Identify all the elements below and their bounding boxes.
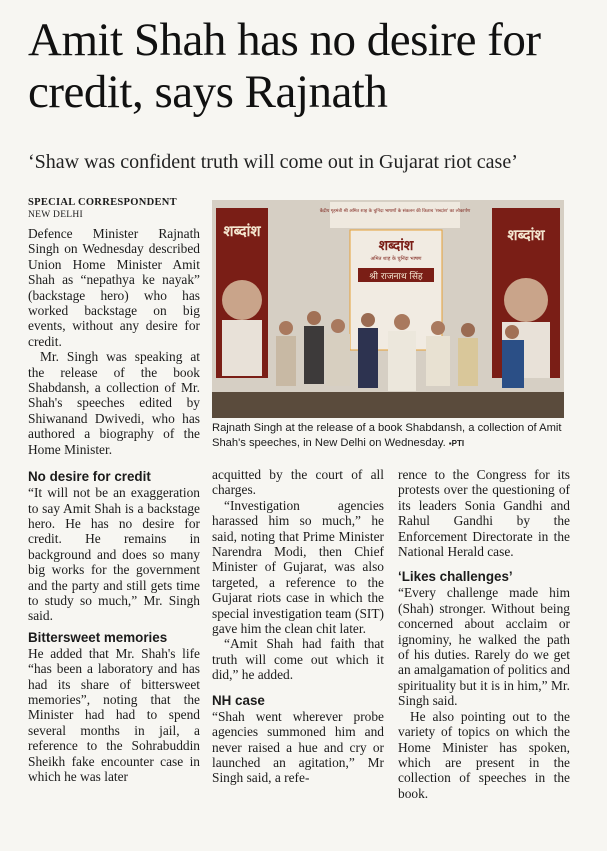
col3-paragraph-1: rence to the Congress for its protests over the questioning of its leaders Sonia Gandhi and Rahul Gandhi by the Enforcement Directorate in the National Herald case. <box>398 467 570 560</box>
centre-book-title: शब्दांश <box>378 238 414 254</box>
col2-paragraph-4: “Shah went wherever probe agencies summoned him and never raised a hue and cry or launched an agitation,” Mr Singh said, a refe- <box>212 708 384 786</box>
news-photo <box>212 200 564 418</box>
left-book-title: शब्दांश <box>223 222 261 240</box>
col3-paragraph-3: He also pointing out to the variety of topics on which the Home Minister has spoken, which are present in the collection of speeches in the book. <box>398 708 570 801</box>
deck-subheadline: ‘Shaw was confident truth will come out in Gujarat riot case’ <box>28 151 518 173</box>
photo-illustration <box>212 200 564 418</box>
subhead-nh-case: NH case <box>212 692 265 708</box>
byline: SPECIAL CORRESPONDENT <box>28 197 177 208</box>
col2-paragraph-3: “Amit Shah had faith that truth will come out which it did,” he added. <box>212 636 384 683</box>
subhead-no-desire-for-credit: No desire for credit <box>28 469 151 485</box>
col2-paragraph-1: acquitted by the court of all charges. <box>212 467 384 498</box>
column-1 <box>28 226 200 784</box>
chief-guest-text: श्री राजनाथ सिंह <box>369 272 423 282</box>
headline: Amit Shah has no desire for credit, says Rajnath <box>28 14 541 118</box>
caption-text: Rajnath Singh at the release of a book Shabdansh, a collection of Amit Shah's speeches, in New Delhi on Wednesday. <box>212 422 562 449</box>
subhead-bittersweet-memories: Bittersweet memories <box>28 629 168 645</box>
column-2 <box>212 467 384 786</box>
photo-caption <box>212 421 572 451</box>
col1-paragraph-4: He added that Mr. Shah's life “has been a laboratory and has had its share of bittersweet memories”, noting that the Minister had had to spend several months in jail, a reference to the Sohrabuddin Sheikh fake encounter case in which he was later <box>28 645 200 784</box>
col3-paragraph-2: “Every challenge made him (Shah) stronger. Without being concerned about acclaim or ignominy, he walked the path of his duties. Rarely do we get an amalgamation of politics and spirituality but it is in him,” Mr. Singh said. <box>398 585 570 709</box>
col2-paragraph-2: “Investigation agencies harassed him so much,” he said, noting that Prime Minister Narendra Modi, then Chief Minister of Gujarat, was also targeted, a reference to the Gujarat riots case in which the special investigation team (SIT) gave him the clean chit later. <box>212 497 384 637</box>
right-book-title: शब्दांश <box>507 226 545 244</box>
photo-credit-marker: ▪ <box>448 438 452 448</box>
col1-paragraph-2: Mr. Singh was speaking at the release of the book Shabdansh, a collection of Mr. Shah's speeches edited by Shiwanand Dwivedi, who has authored a biography of the Home Minister. <box>28 349 200 457</box>
banner-text: केंद्रीय गृहमंत्री श्री अमित शाह के चुनिंदा भाषणों के संकलन की किताब 'शब्दांश' का लोकार्पण <box>319 209 471 214</box>
subhead-likes-challenges: ‘Likes challenges’ <box>398 569 513 585</box>
col1-paragraph-3: “It will not be an exaggeration to say Amit Shah is a backstage hero. He has no desire for credit. He remains in background and does so many big works for the government and the party and still gets time to study so much,” Mr. Singh said. <box>28 485 200 624</box>
photo-credit: PTI <box>451 438 465 448</box>
column-3 <box>398 467 570 801</box>
centre-book-subtitle: अमित शाह के चुनिंदा भाषण <box>370 256 422 262</box>
dateline: NEW DELHI <box>28 210 84 220</box>
col1-paragraph-1: Defence Minister Rajnath Singh on Wednesday described Union Home Minister Amit Shah as “nepathya ke nayak” (backstage hero) who has worked backstage on big events, without any desire for credit. <box>28 226 200 349</box>
